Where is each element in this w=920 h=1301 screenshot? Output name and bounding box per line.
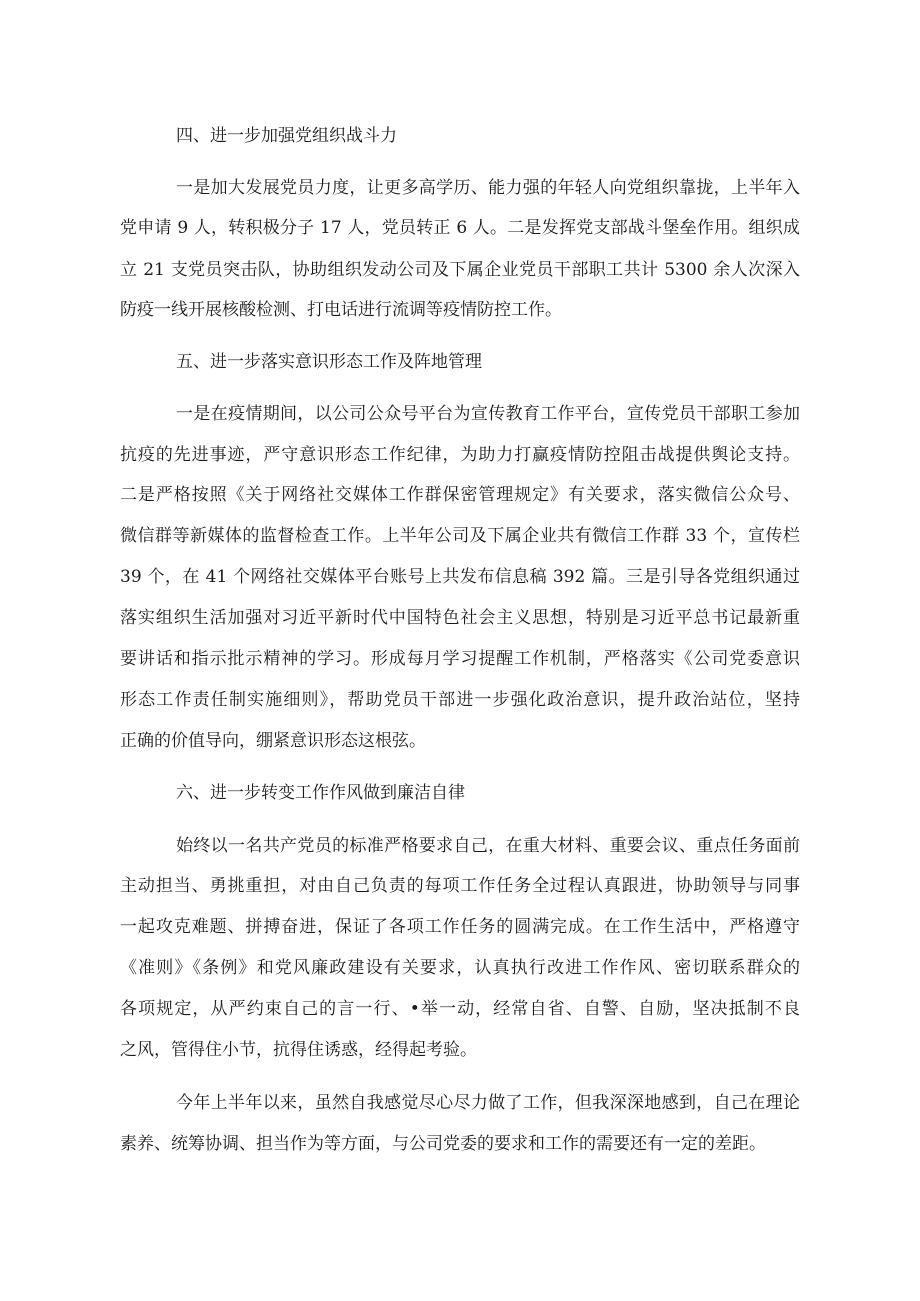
paragraph-line: 形态工作责任制实施细则》，帮助党员干部进一步强化政治意识，提升政治站位，坚持 [120, 690, 800, 710]
section-heading: 五、进一步落实意识形态工作及阵地管理 [176, 352, 482, 372]
paragraph-line: 落实组织生活加强对习近平新时代中国特色社会主义思想，特别是习近平总书记最新重 [120, 608, 800, 628]
paragraph-line: 抗疫的先进事迹，严守意识形态工作纪律，为助力打赢疫情防控阻击战提供舆论支持。 [120, 445, 800, 465]
paragraph-line: 39 个，在 41 个网络社交媒体平台账号上共发布信息稿 392 篇。三是引导各党组织通过 [120, 567, 800, 587]
paragraph-line: 一起攻克难题、拼搏奋进，保证了各项工作任务的圆满完成。在工作生活中，严格遵守 [120, 917, 800, 937]
paragraph-line: 今年上半年以来，虽然自我感觉尽心尽力做了工作，但我深深地感到，自己在理论 [176, 1093, 800, 1113]
paragraph-line: 素养、统筹协调、担当作为等方面，与公司党委的要求和工作的需要还有一定的差距。 [120, 1134, 766, 1154]
paragraph-line: 防疫一线开展核酸检测、打电话进行流调等疫情防控工作。 [120, 300, 562, 320]
paragraph-line: 一是加大发展党员力度，让更多高学历、能力强的年轻人向党组织靠拢，上半年入 [176, 178, 800, 198]
section-heading: 六、进一步转变工作作风做到廉洁自律 [176, 783, 465, 803]
paragraph-line: 正确的价值导向，绷紧意识形态这根弦。 [120, 731, 426, 751]
paragraph-line: 立 21 支党员突击队，协助组织发动公司及下属企业党员干部职工共计 5300 余人次深入 [120, 260, 800, 280]
paragraph-line: 之风，管得住小节，抗得住诱惑，经得起考验。 [120, 1040, 477, 1060]
paragraph-line: 始终以一名共产党员的标准严格要求自己，在重大材料、重要会议、重点任务面前 [176, 836, 800, 856]
section-heading: 四、进一步加强党组织战斗力 [176, 126, 397, 146]
paragraph-line: 微信群等新媒体的监督检查工作。上半年公司及下属企业共有微信工作群 33 个，宣传栏 [120, 526, 800, 546]
paragraph-line: 要讲话和指示批示精神的学习。形成每月学习提醒工作机制，严格落实《公司党委意识 [120, 649, 800, 669]
paragraph-line: 一是在疫情期间，以公司公众号平台为宣传教育工作平台，宣传党员干部职工参加 [176, 404, 800, 424]
paragraph-line: 主动担当、勇挑重担，对由自己负责的每项工作任务全过程认真跟进，协助领导与同事 [120, 876, 800, 896]
paragraph-line: 党申请 9 人，转积极分子 17 人，党员转正 6 人。二是发挥党支部战斗堡垒作用。组织成 [120, 218, 800, 238]
paragraph-line: 二是严格按照《关于网络社交媒体工作群保密管理规定》有关要求，落实微信公众号、 [120, 485, 800, 505]
paragraph-line: 《准则》《条例》和党风廉政建设有关要求，认真执行改进工作作风、密切联系群众的 [120, 958, 800, 978]
paragraph-line: 各项规定，从严约束自己的言一行、•举一动，经常自省、自警、自励，坚决抵制不良 [120, 999, 800, 1019]
